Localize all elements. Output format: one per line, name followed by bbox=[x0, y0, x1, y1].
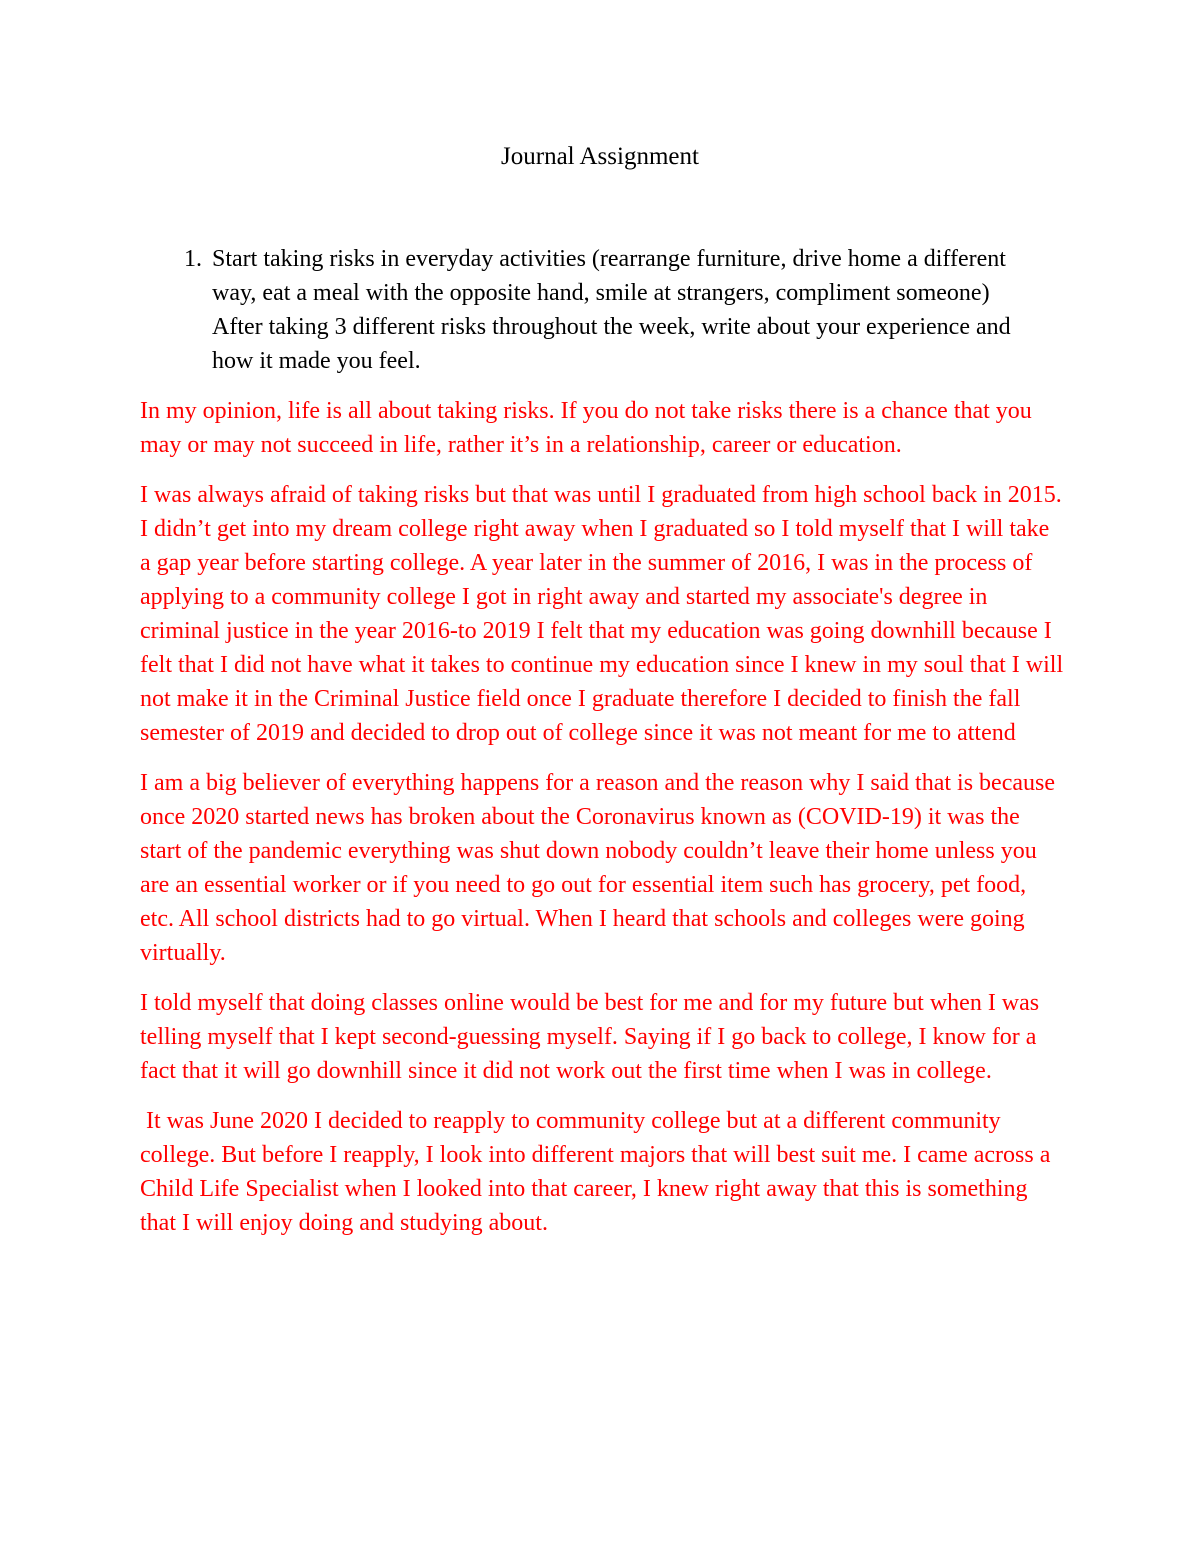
response-body bbox=[140, 394, 1065, 1256]
response-paragraph-1: In my opinion, life is all about taking risks. If you do not take risks there is a chance that you may or may not succeed in life, rather it’s in a relationship, career or education. bbox=[140, 398, 1032, 458]
assignment-prompt-list bbox=[140, 242, 1040, 378]
response-paragraph-2: I was always afraid of taking risks but that was until I graduated from high school back in 2015. I didn’t get into my dream college right away when I graduated so I told myself that I will take a gap year before starting college. A year later in the summer of 2016, I was in the process of applying to a community college I got in right away and started my associate's degree in criminal justice in the year 2016-to 2019 I felt that my education was going downhill because I felt that I did not have what it takes to continue my education since I knew in my soul that I will not make it in the Criminal Justice field once I graduate therefore I decided to finish the fall semester of 2019 and decided to drop out of college since it was not meant for me to attend bbox=[140, 482, 1064, 746]
document-title: Journal Assignment bbox=[501, 143, 699, 170]
response-paragraph-3: I am a big believer of everything happens for a reason and the reason why I said that is because once 2020 started news has broken about the Coronavirus known as (COVID-19) it was the start of the pandemic everything was shut down nobody couldn’t leave their home unless you are an essential worker or if you need to go out for essential item such has grocery, pet food, etc. All school districts had to go virtual. When I heard that schools and colleges were going virtually. bbox=[140, 770, 1055, 966]
list-item-number: 1. bbox=[184, 246, 202, 272]
response-paragraph-5: It was June 2020 I decided to reapply to community college but at a different community college. But before I reapply, I look into different majors that will best suit me. I came across a Child Life Specialist when I looked into that career, I knew right away that this is something that I will enjoy doing and studying about. bbox=[140, 1108, 1057, 1236]
list-item-text: Start taking risks in everyday activities (rearrange furniture, drive home a different way, eat a meal with the opposite hand, smile at strangers, compliment someone) After taking 3 different risks throughout the week, write about your experience and how it made you feel. bbox=[212, 246, 1011, 374]
response-paragraph-4: I told myself that doing classes online would be best for me and for my future but when I was telling myself that I kept second-guessing myself. Saying if I go back to college, I know for a fact that it will go downhill since it did not work out the first time when I was in college. bbox=[140, 990, 1040, 1084]
list-item bbox=[140, 242, 1040, 378]
